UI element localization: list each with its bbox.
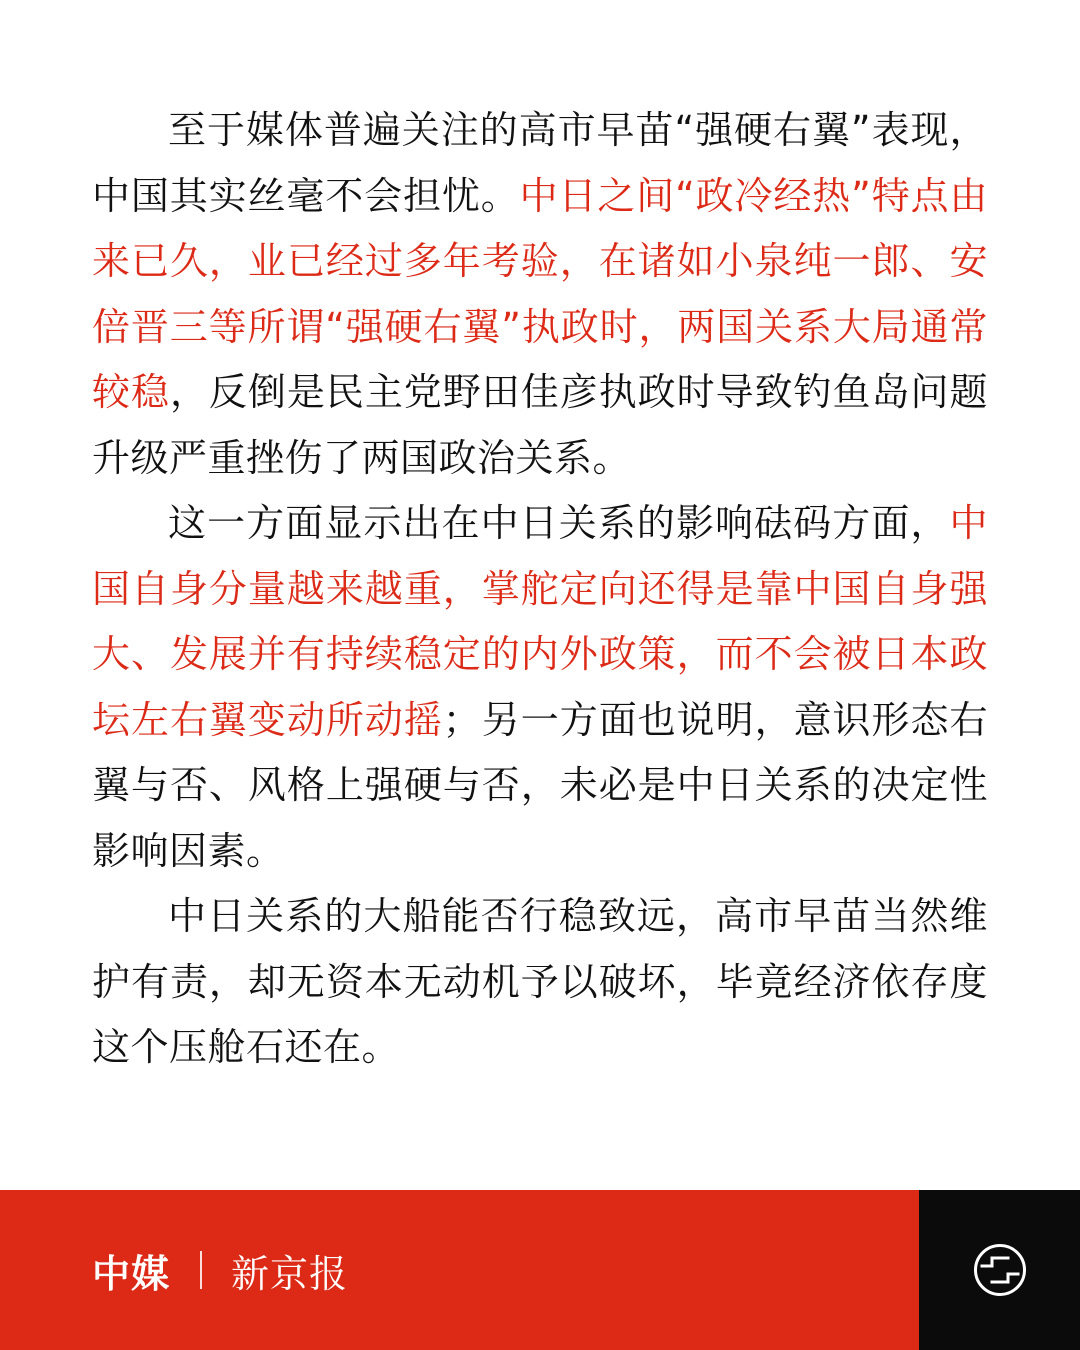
paragraph-2 [92, 491, 988, 884]
brand-name: 中媒 [92, 1251, 171, 1296]
brand-divider [200, 1251, 202, 1289]
paragraph-2-text-1: 这一方面显示出在中日关系的影响砝码方面， [168, 501, 950, 545]
footer-logo-area [919, 1190, 1080, 1350]
paragraph-3 [92, 884, 988, 1081]
paragraph-1 [92, 98, 988, 491]
paragraph-3-text-1: 中日关系的大船能否行稳致远，高市早苗当然维护有责，却无资本无动机予以破坏，毕竟经济依存度这个压舱石还在。 [92, 894, 988, 1069]
partner-name: 新京报 [231, 1251, 349, 1296]
paragraph-1-text-2: ，反倒是民主党野田佳彦执政时导致钓鱼岛问题升级严重挫伤了两国政治关系。 [92, 370, 988, 480]
publisher-logo-icon [973, 1243, 1027, 1297]
paragraph-2-text-2: ；另一方面也说明，意识形态右翼与否、风格上强硬与否，未必是中日关系的决定性影响因素。 [92, 697, 988, 873]
paragraph-1-text-1: 至于媒体普遍关注的高市早苗“强硬右翼”表现，中国其实丝毫不会担忧。 [92, 108, 988, 218]
paragraph-1-highlight: 中日之间“政冷经热”特点由来已久，业已经过多年考验，在诸如小泉纯一郎、安倍晋三等所谓“强硬右翼”执政时，两国关系大局通常较稳 [92, 173, 988, 414]
footer-bar [0, 1190, 1080, 1350]
article-body [92, 98, 988, 1081]
paragraph-2-highlight: 中国自身分量越来越重，掌舵定向还得是靠中国自身强大、发展并有持续稳定的内外政策，而不会被日本政坛左右翼变动所动摇 [92, 501, 988, 742]
footer-brand-area [0, 1190, 919, 1350]
